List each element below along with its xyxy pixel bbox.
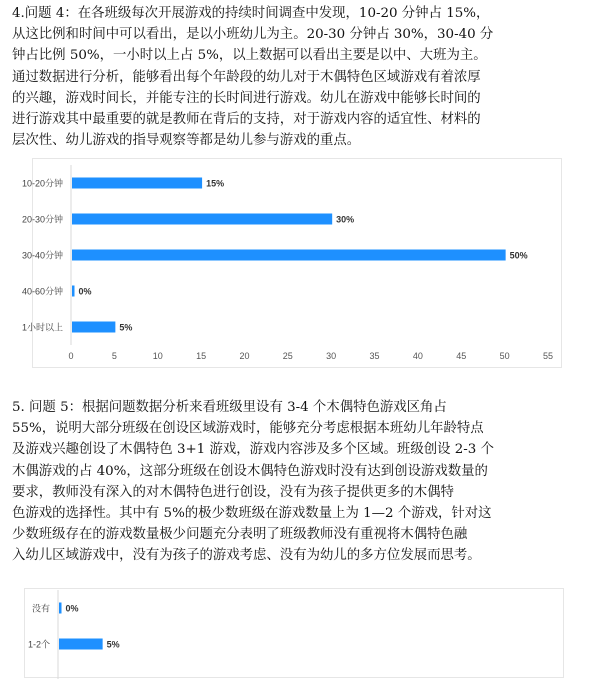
bar xyxy=(59,603,62,614)
category-label: 1-2个 xyxy=(27,639,50,650)
paragraph-line: 及游戏兴趣创设了木偶特色 3+1 游戏，游戏内容涉及多个区域。班级创设 2-3 个 xyxy=(12,442,494,458)
category-label: 30-40分钟 xyxy=(21,250,63,261)
bar xyxy=(72,178,202,189)
x-tick-label: 15 xyxy=(196,351,207,361)
x-tick-label: 35 xyxy=(369,351,380,361)
duration-bar-chart xyxy=(21,158,562,368)
x-tick-label: 0 xyxy=(68,351,74,361)
paragraph-line: 4.问题 4：在各班级每次开展游戏的持续时间调查中发现，10-20 分钟占 15%， xyxy=(12,6,490,21)
x-tick-label: 30 xyxy=(326,351,337,361)
duration-bar-chart-svg xyxy=(21,159,563,369)
paragraph-line: 5. 问题 5：根据问题数据分析来看班级里设有 3-4 个木偶特色游戏区角占 xyxy=(12,400,447,415)
x-tick-label: 10 xyxy=(152,351,163,361)
data-label: 5% xyxy=(106,639,120,650)
x-tick-label: 45 xyxy=(456,351,467,361)
paragraph-line: 色游戏的选择性。其中有 5%的极少数班级在游戏数量上为 1—2 个游戏，针对这 xyxy=(12,505,492,521)
paragraph-line: 少数班级存在的游戏数量极少问题充分表明了班级教师没有重视将木偶特色融 xyxy=(12,527,468,543)
paragraph-question-5 xyxy=(12,397,580,567)
paragraph-question-4 xyxy=(12,3,580,151)
bar xyxy=(72,214,332,225)
category-label: 20-30分钟 xyxy=(21,214,63,225)
paragraph-line: 木偶游戏的占 40%，这部分班级在创设木偶特色游戏时没有达到创设游戏数量的 xyxy=(12,463,488,479)
bar xyxy=(72,250,506,261)
x-tick-label: 55 xyxy=(542,351,554,361)
data-label: 0% xyxy=(78,286,92,297)
category-label: 10-20分钟 xyxy=(21,178,63,189)
x-tick-label: 25 xyxy=(282,351,293,361)
paragraph-line: 钟占比例 50%，一小时以上占 5%，以上数据可以看出主要是以中、大班为主。 xyxy=(12,48,487,64)
data-label: 50% xyxy=(509,250,528,261)
x-tick-label: 5 xyxy=(111,351,117,361)
game-count-bar-chart-svg xyxy=(25,589,565,679)
category-label: 没有 xyxy=(31,603,50,614)
bar xyxy=(72,286,75,297)
paragraph-line: 层次性、幼儿游戏的指导观察等都是幼儿参与游戏的重点。 xyxy=(12,133,361,149)
paragraph-line: 进行游戏其中最重要的就是教师在背后的支持，对于游戏内容的适宜性、材料的 xyxy=(12,111,481,127)
data-label: 15% xyxy=(206,178,225,189)
category-label: 40-60分钟 xyxy=(21,286,63,297)
x-tick-label: 20 xyxy=(239,351,250,361)
data-label: 0% xyxy=(65,603,79,614)
bar xyxy=(72,322,115,333)
data-label: 5% xyxy=(119,322,133,333)
game-count-bar-chart xyxy=(24,588,564,678)
x-tick-label: 40 xyxy=(412,351,423,361)
category-label: 1小时以上 xyxy=(21,322,63,333)
paragraph-line: 从这比例和时间中可以看出，是以小班幼儿为主。20-30 分钟占 30%，30-40 分 xyxy=(12,27,494,43)
paragraph-line: 入幼儿区域游戏中，没有为孩子的游戏考虑、没有为幼儿的多方位发展而思考。 xyxy=(12,548,481,564)
data-label: 30% xyxy=(336,214,355,225)
paragraph-line: 要求，教师没有深入的对木偶特色进行创设，没有为孩子提供更多的木偶特 xyxy=(12,484,454,500)
bar xyxy=(59,639,103,650)
x-tick-label: 50 xyxy=(499,351,510,361)
paragraph-line: 的兴趣，游戏时间长，并能专注的长时间进行游戏。幼儿在游戏中能够长时间的 xyxy=(12,90,481,106)
paragraph-line: 55%，说明大部分班级在创设区域游戏时，能够充分考虑根据本班幼儿年龄特点 xyxy=(12,421,484,437)
paragraph-line: 通过数据进行分析，能够看出每个年龄段的幼儿对于木偶特色区域游戏有着浓厚 xyxy=(12,69,481,85)
